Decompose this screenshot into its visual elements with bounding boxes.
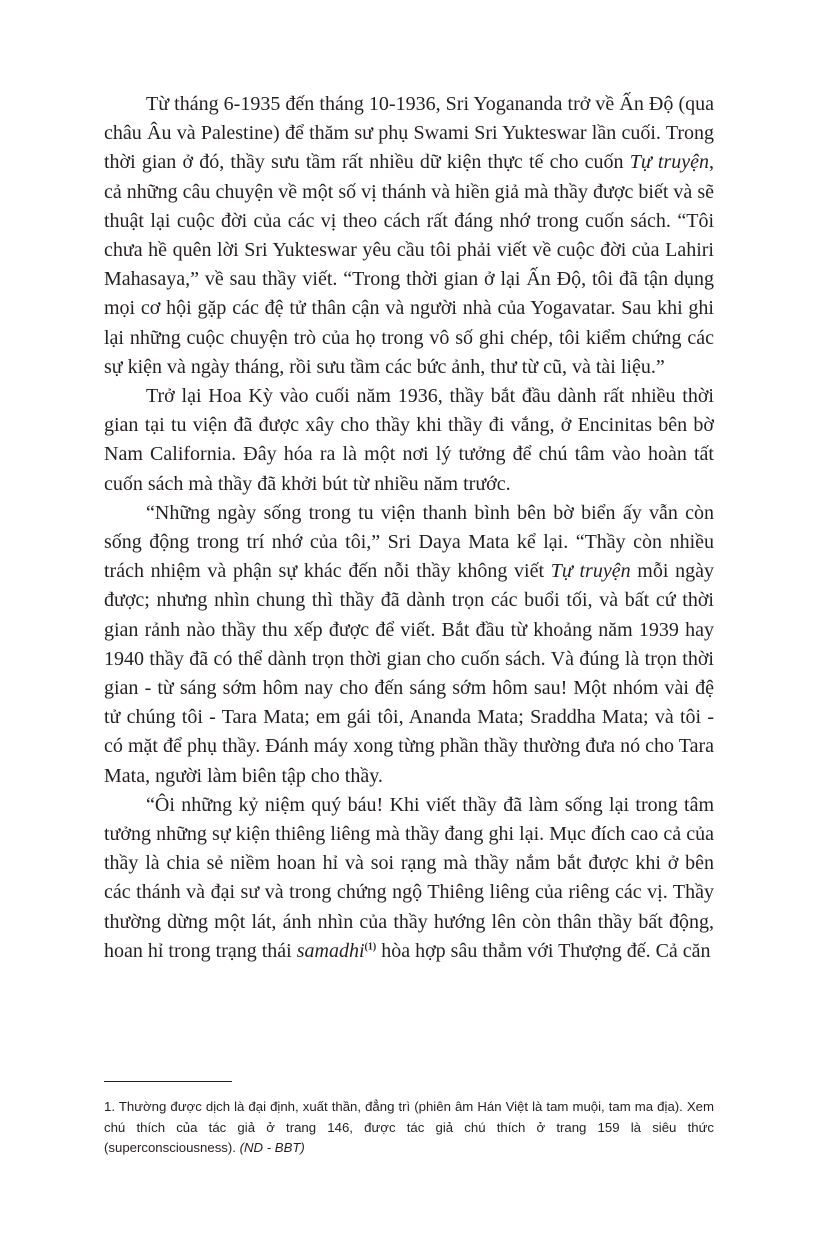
body-text (104, 90, 714, 966)
paragraph (104, 791, 714, 966)
text-run: , cả những câu chuyện về một số vị thánh và hiền giả mà thầy được biết và sẽ thuật lại cuộc đời của các vị theo cách rất đáng nhớ trong cuốn sách. “Tôi chưa hề quên lời Sri Yukteswar yêu cầu tôi phải viết về cuộc đời của Lahiri Mahasaya,” về sau thầy viết. “Trong thời gian ở lại Ấn Độ, tôi đã tận dụng mọi cơ hội gặp các đệ tử thân cận và người nhà của Yogavatar. Sau khi ghi lại những cuộc chuyện trò của họ trong vô số ghi chép, tôi kiểm chứng các sự kiện và ngày tháng, rồi sưu tầm các bức ảnh, thư từ cũ, và tài liệu.” (104, 151, 715, 378)
footnote-editor-note: (ND - BBT) (239, 1140, 305, 1155)
paragraph (104, 382, 714, 499)
book-title-italic: Tự truyện (629, 151, 710, 174)
text-run: Trở lại Hoa Kỳ vào cuối năm 1936, thầy bắt đầu dành rất nhiều thời gian tại tu viện đã được xây cho thầy khi thầy đi vắng, ở Encinitas bên bờ Nam California. Đây hóa ra là một nơi lý tưởng để chú tâm vào hoàn tất cuốn sách mà thầy đã khởi bút từ nhiều năm trước. (104, 385, 714, 495)
text-run: hòa hợp sâu thẳm với Thượng đế. Cả căn (376, 939, 711, 962)
text-run: Từ tháng 6-1935 đến tháng 10-1936, Sri Yogananda trở về Ấn Độ (qua châu Âu và Palestine) để thăm sư phụ Swami Sri Yukteswar lần cuối. Trong thời gian ở đó, thầy sưu tầm rất nhiều dữ kiện thực tế cho cuốn (104, 93, 714, 174)
book-title-italic: Tự truyện (550, 560, 631, 583)
footnote (104, 1097, 714, 1159)
text-run: mỗi ngày được; nhưng nhìn chung thì thầy đã dành trọn các buổi tối, và bất cứ thời gian rảnh nào thầy thu xếp được để viết. Bắt đầu từ khoảng năm 1939 hay 1940 thầy đã có thể dành trọn thời gian cho cuốn sách. Và đúng là trọn thời gian - từ sáng sớm hôm nay cho đến sáng sớm hôm sau! Một nhóm vài đệ tử chúng tôi - Tara Mata; em gái tôi, Ananda Mata; Sraddha Mata; và tôi - có mặt để phụ thầy. Đánh máy xong từng phần thầy thường đưa nó cho Tara Mata, người làm biên tập cho thầy. (104, 560, 715, 787)
paragraph (104, 90, 714, 382)
footnote-run: 1. Thường được dịch là đại định, xuất thần, đẳng trì (phiên âm Hán Việt là tam muội, tam ma địa). Xem chú thích của tác giả ở trang 146, được tác giả chú thích ở trang 159 là siêu thức (superconsciousness). (104, 1099, 714, 1155)
footnote-text (104, 1097, 714, 1159)
paragraph (104, 499, 714, 791)
term-italic: samadhi (296, 939, 365, 962)
text-run: “Ôi những kỷ niệm quý báu! Khi viết thầy đã làm sống lại trong tâm tưởng những sự kiện thiêng liêng mà thầy đang ghi lại. Mục đích cao cả của thầy là chia sẻ niềm hoan hỉ và soi rạng mà thầy nắm bắt được khi ở bên các thánh và đại sư và trong chứng ngộ Thiêng liêng của riêng các vị. Thầy thường dừng một lát, ánh nhìn của thầy hướng lên còn thân thầy bất động, hoan hỉ trong trạng thái (104, 793, 714, 962)
footnote-marker[interactable]: (1) (364, 941, 377, 953)
footnote-separator (104, 1081, 232, 1082)
text-run: “Những ngày sống trong tu viện thanh bình bên bờ biển ấy vẫn còn sống động trong trí nhớ của tôi,” Sri Daya Mata kể lại. “Thầy còn nhiều trách nhiệm và phận sự khác đến nỗi thầy không viết (104, 501, 714, 583)
